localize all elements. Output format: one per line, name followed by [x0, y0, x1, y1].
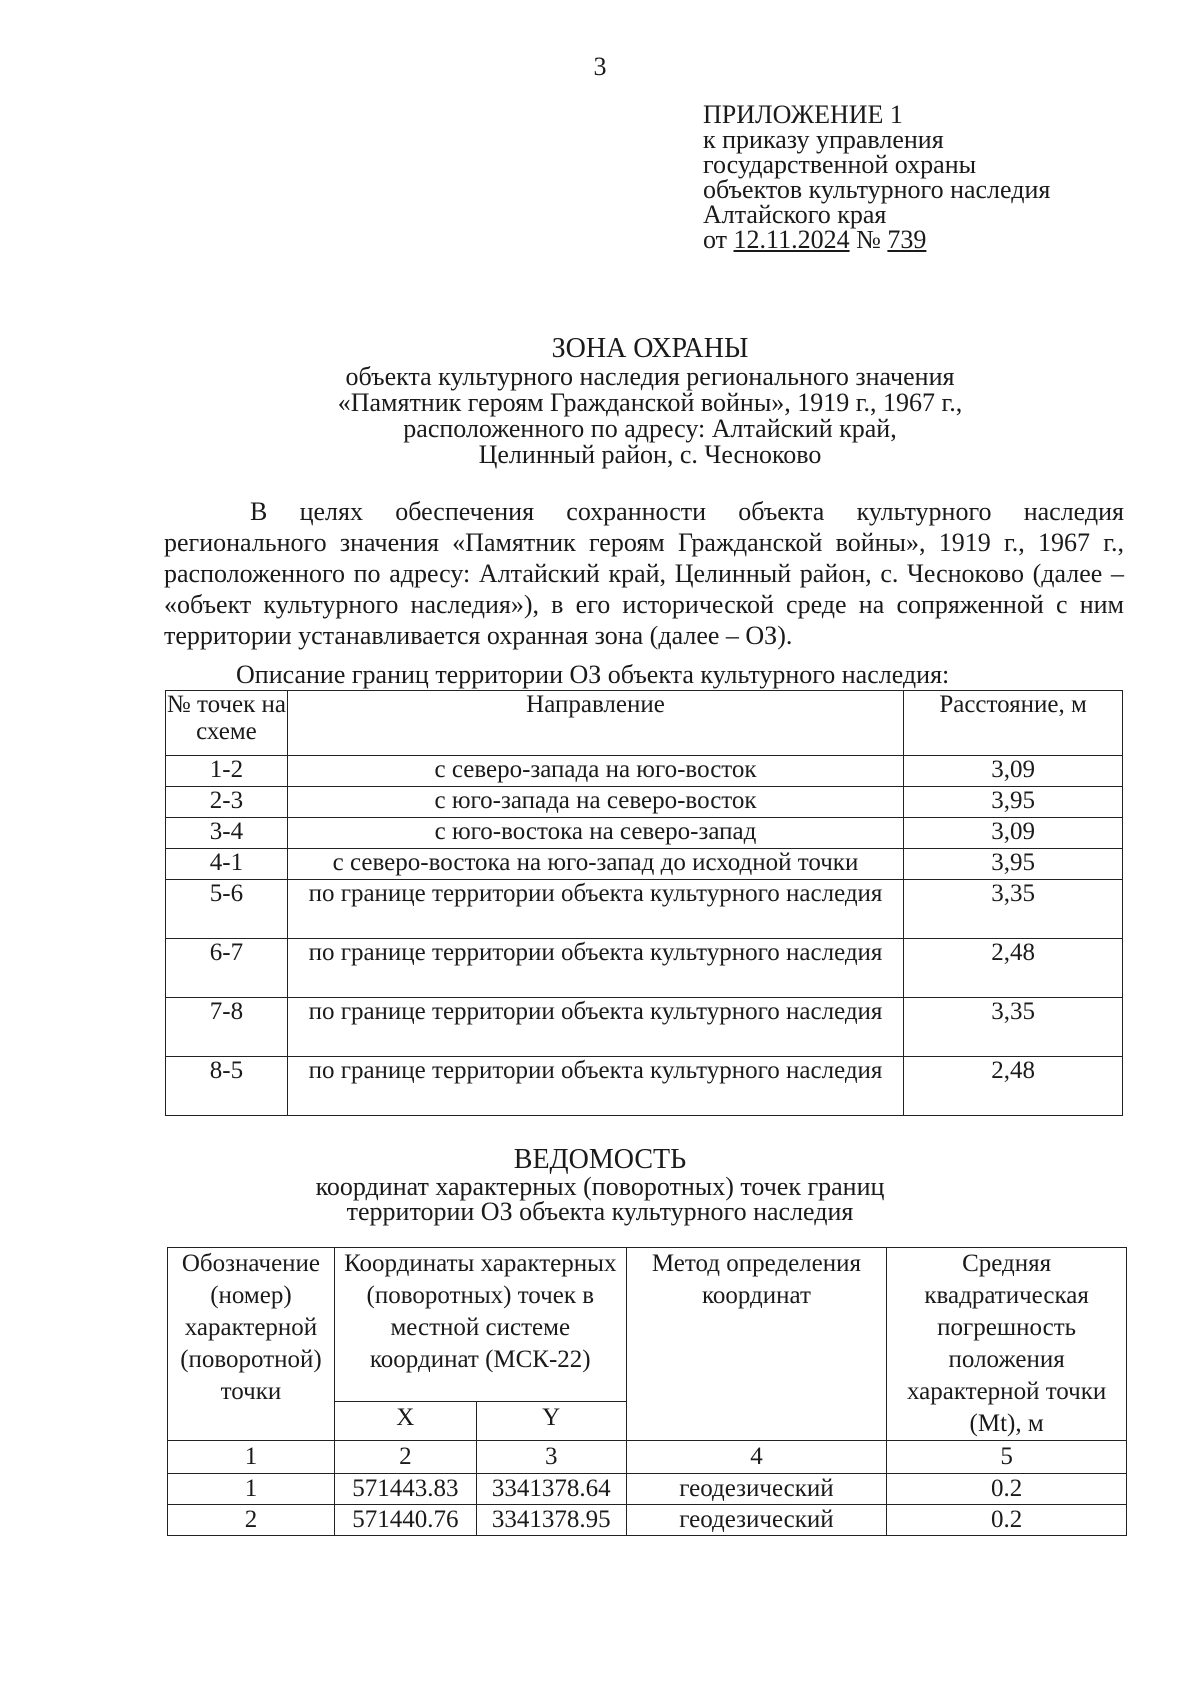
- table-row: [166, 756, 1123, 787]
- table-row: [166, 818, 1123, 849]
- cell-method: геодезический: [626, 1505, 887, 1536]
- cell-y: 3341378.64: [476, 1474, 626, 1505]
- boundary-table-header: [166, 691, 1123, 756]
- cell-points: 3-4: [166, 818, 288, 849]
- col-number: 4: [626, 1441, 887, 1474]
- table-row: [166, 880, 1123, 939]
- cell-points: 6-7: [166, 939, 288, 998]
- zone-title: [150, 333, 1150, 469]
- intro-paragraph: [164, 496, 1124, 651]
- cell-direction: по границе территории объекта культурного наследия: [287, 939, 903, 998]
- coordinates-table: [167, 1247, 1127, 1536]
- appendix-line-3: государственной охраны: [703, 150, 977, 179]
- appendix-line-1: ПРИЛОЖЕНИЕ 1: [703, 100, 903, 129]
- cell-y: 3341378.95: [476, 1505, 626, 1536]
- date-prefix: от: [703, 225, 728, 254]
- cell-direction: с северо-востока на юго-запад до исходной точки: [287, 849, 903, 880]
- cell-points: 2-3: [166, 787, 288, 818]
- order-number: 739: [887, 225, 927, 254]
- table1-caption: Описание границ территории ОЗ объекта культурного наследия:: [236, 660, 950, 689]
- col-number: 3: [476, 1441, 626, 1474]
- header-error: Средняя квадратическая погрешность положения характерной точки (Mt), м: [887, 1248, 1127, 1441]
- cell-direction: с юго-востока на северо-запад: [287, 818, 903, 849]
- cell-direction: по границе территории объекта культурного наследия: [287, 998, 903, 1057]
- cell-method: геодезический: [626, 1474, 887, 1505]
- zone-title-line-3: расположенного по адресу: Алтайский край,: [403, 414, 897, 443]
- table-row: [168, 1505, 1127, 1536]
- table-row: [166, 849, 1123, 880]
- statement-subtitle: [0, 1174, 1200, 1224]
- cell-error: 0.2: [887, 1474, 1127, 1505]
- header-x: X: [334, 1401, 476, 1440]
- header-points: № точек на схеме: [166, 691, 288, 756]
- table-row: [166, 998, 1123, 1057]
- header-distance: Расстояние, м: [904, 691, 1123, 756]
- cell-points: 4-1: [166, 849, 288, 880]
- cell-direction: по границе территории объекта культурного наследия: [287, 1057, 903, 1116]
- boundary-table: [165, 690, 1123, 1116]
- cell-distance: 3,09: [904, 756, 1123, 787]
- col-number: 1: [168, 1441, 335, 1474]
- cell-distance: 3,09: [904, 818, 1123, 849]
- cell-x: 571443.83: [334, 1474, 476, 1505]
- header-direction: Направление: [287, 691, 903, 756]
- cell-distance: 2,48: [904, 1057, 1123, 1116]
- appendix-header: [703, 102, 1050, 252]
- cell-distance: 3,35: [904, 998, 1123, 1057]
- intro-text: В целях обеспечения сохранности объекта культурного наследия регионального значения «Памятник героям Гражданской войны», 1919 г., 1967 г., расположенного по адресу: Алтайский край, Целинный район, с. Чесноково (далее – «объект культурного наследия»), в его исторической среде на сопряженной с ним территории устанавливается охранная зона (далее – ОЗ).: [164, 497, 1124, 650]
- appendix-date-line: [703, 227, 1050, 252]
- statement-subtitle-line-1: координат характерных (поворотных) точек границ: [315, 1172, 885, 1201]
- number-prefix: №: [856, 225, 881, 254]
- appendix-line-4: объектов культурного наследия: [703, 175, 1051, 204]
- cell-distance: 3,95: [904, 787, 1123, 818]
- cell-points: 5-6: [166, 880, 288, 939]
- zone-heading: ЗОНА ОХРАНЫ: [551, 333, 749, 364]
- cell-error: 0.2: [887, 1505, 1127, 1536]
- cell-point: 1: [168, 1474, 335, 1505]
- page-number: 3: [593, 52, 607, 81]
- table-row: [166, 939, 1123, 998]
- cell-points: 8-5: [166, 1057, 288, 1116]
- cell-direction: с северо-запада на юго-восток: [287, 756, 903, 787]
- table-row: [166, 787, 1123, 818]
- cell-direction: с юго-запада на северо-восток: [287, 787, 903, 818]
- coordinates-header-row: [168, 1248, 1127, 1402]
- zone-title-line-1: объекта культурного наследия регионального значения: [345, 362, 955, 391]
- header-y: Y: [476, 1401, 626, 1440]
- column-numbers-row: [168, 1441, 1127, 1474]
- appendix-line-2: к приказу управления: [703, 125, 944, 154]
- cell-distance: 2,48: [904, 939, 1123, 998]
- statement-subtitle-line-2: территории ОЗ объекта культурного наследия: [346, 1197, 854, 1226]
- header-designation: Обозначение (номер) характерной (поворотной) точки: [168, 1248, 335, 1441]
- appendix-line-5: Алтайского края: [703, 200, 887, 229]
- statement-heading: ВЕДОМОСТЬ: [513, 1144, 687, 1175]
- zone-title-line-4: Целинный район, с. Чесноково: [478, 440, 822, 469]
- col-number: 2: [334, 1441, 476, 1474]
- cell-direction: по границе территории объекта культурного наследия: [287, 880, 903, 939]
- cell-x: 571440.76: [334, 1505, 476, 1536]
- header-method: Метод определения координат: [626, 1248, 887, 1441]
- cell-points: 1-2: [166, 756, 288, 787]
- header-coords: Координаты характерных (поворотных) точек в местной системе координат (МСК-22): [334, 1248, 626, 1402]
- cell-distance: 3,35: [904, 880, 1123, 939]
- table-row: [166, 1057, 1123, 1116]
- cell-points: 7-8: [166, 998, 288, 1057]
- cell-distance: 3,95: [904, 849, 1123, 880]
- order-date: 12.11.2024: [733, 225, 850, 254]
- zone-title-line-2: «Памятник героям Гражданской войны», 1919 г., 1967 г.,: [337, 388, 963, 417]
- col-number: 5: [887, 1441, 1127, 1474]
- cell-point: 2: [168, 1505, 335, 1536]
- table-row: [168, 1474, 1127, 1505]
